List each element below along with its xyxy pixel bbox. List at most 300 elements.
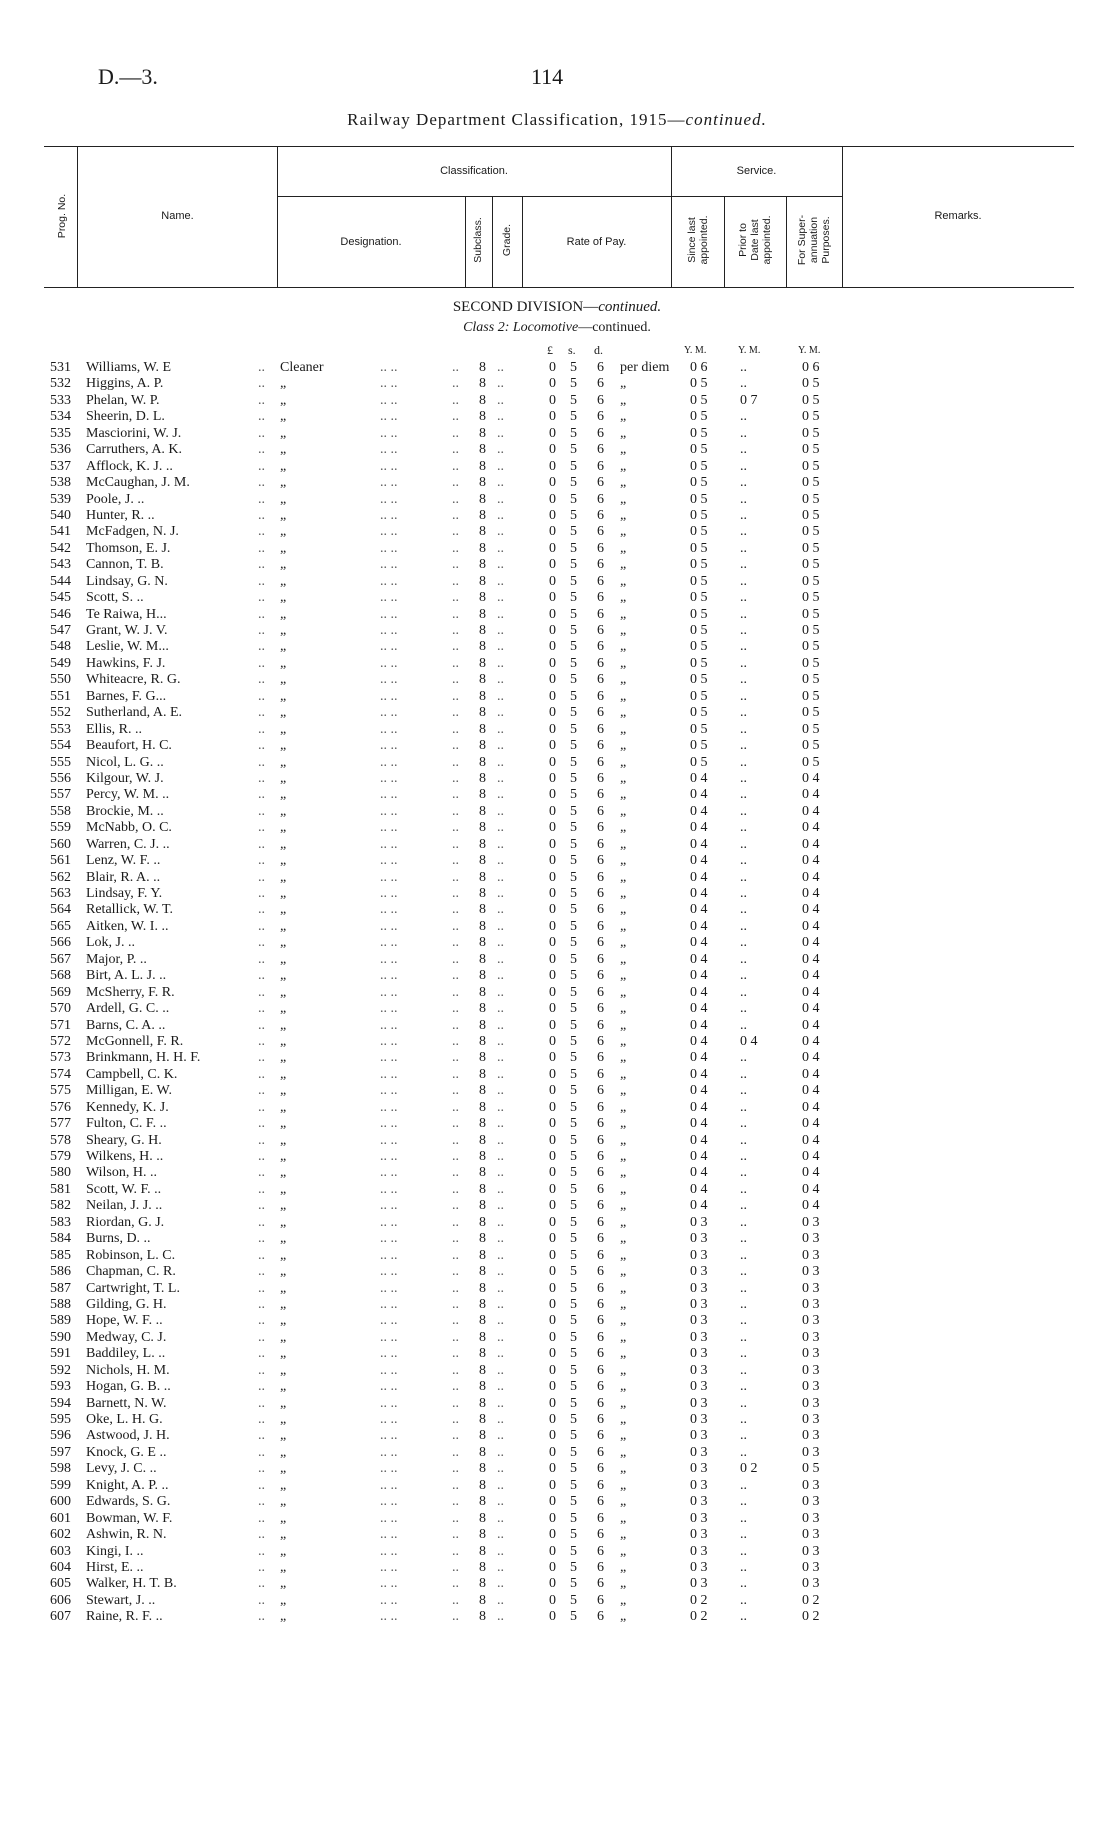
name-cell: Astwood, J. H.: [86, 1428, 170, 1444]
leader-dots: .. ..: [380, 1395, 398, 1411]
since-last-cell: 0 5: [690, 623, 708, 638]
name-cell: Barnes, F. G...: [86, 688, 167, 704]
leader-dots: ..: [497, 1001, 504, 1017]
pay-period-cell: „: [620, 1412, 627, 1427]
designation-cell: „: [280, 392, 287, 408]
header-bottom-rule: [44, 287, 1074, 288]
leader-dots: .. ..: [380, 1149, 398, 1164]
pence-cell: 6: [597, 803, 604, 819]
prior-to-cell: ..: [740, 1395, 747, 1411]
subclass-cell: 8: [479, 590, 486, 606]
leader-dots: ..: [497, 409, 504, 425]
name-cell: McSherry, F. R.: [86, 984, 175, 1000]
since-last-cell: 0 4: [690, 1149, 708, 1164]
subclass-cell: 8: [479, 524, 486, 540]
prog-no-cell: 533: [50, 392, 71, 408]
prior-to-cell: ..: [740, 951, 747, 967]
prior-to-cell: ..: [740, 1132, 747, 1148]
since-last-cell: 0 4: [690, 853, 708, 869]
name-cell: Knock, G. E ..: [86, 1444, 167, 1460]
prog-no-cell: 558: [50, 803, 71, 819]
prog-no-cell: 567: [50, 951, 71, 967]
since-last-cell: 0 4: [690, 1116, 708, 1132]
name-cell: McFadgen, N. J.: [86, 524, 179, 540]
prior-to-cell: ..: [740, 984, 747, 1000]
table-row: [0, 1478, 1114, 1494]
pence-cell: 6: [597, 968, 604, 984]
name-cell: Fulton, C. F. ..: [86, 1116, 167, 1132]
leader-dots: ..: [497, 1296, 504, 1312]
name-cell: Barns, C. A. ..: [86, 1017, 166, 1033]
subclass-cell: 8: [479, 1247, 486, 1263]
prior-to-cell: ..: [740, 1346, 747, 1362]
prior-to-cell: ..: [740, 442, 747, 458]
leader-dots: ..: [497, 1099, 504, 1115]
shillings-cell: 5: [570, 984, 577, 1000]
subclass-cell: 8: [479, 1165, 486, 1181]
designation-cell: „: [280, 1527, 287, 1543]
name-cell: Thomson, E. J.: [86, 540, 171, 556]
shillings-cell: 5: [570, 639, 577, 655]
shillings-cell: 5: [570, 491, 577, 507]
prog-no-cell: 570: [50, 1001, 71, 1017]
table-row: [0, 1445, 1114, 1461]
pounds-cell: 0: [549, 409, 556, 425]
leader-dots: ..: [258, 458, 265, 474]
pounds-cell: 0: [549, 475, 556, 491]
pence-cell: 6: [597, 935, 604, 951]
section-subtitle: [0, 320, 1114, 336]
subclass-cell: 8: [479, 425, 486, 441]
leader-dots: ..: [258, 1214, 265, 1230]
leader-dots: .. ..: [380, 836, 398, 852]
pence-cell: 6: [597, 1428, 604, 1444]
superannuation-cell: 0 5: [802, 738, 820, 754]
superannuation-cell: 0 3: [802, 1543, 820, 1559]
leader-dots: ..: [452, 1247, 459, 1263]
leader-dots: ..: [258, 1264, 265, 1280]
name-cell: Ellis, R. ..: [86, 721, 143, 737]
leader-dots: ..: [452, 1181, 459, 1197]
subclass-cell: 8: [479, 1609, 486, 1625]
pence-cell: 6: [597, 770, 604, 786]
pay-period-cell: „: [620, 935, 627, 951]
prog-no-cell: 595: [50, 1412, 71, 1427]
pounds-cell: 0: [549, 1033, 556, 1049]
prog-no-cell: 547: [50, 623, 71, 638]
subclass-cell: 8: [479, 1379, 486, 1395]
shillings-cell: 5: [570, 1280, 577, 1296]
section-title-italic: continued.: [598, 299, 662, 315]
leader-dots: ..: [452, 1444, 459, 1460]
leader-dots: ..: [452, 1461, 459, 1477]
prog-no-cell: 603: [50, 1543, 71, 1559]
superannuation-cell: 0 5: [802, 721, 820, 737]
prog-no-cell: 607: [50, 1609, 71, 1625]
leader-dots: ..: [497, 491, 504, 507]
leader-dots: .. ..: [380, 1379, 398, 1395]
prog-no-cell: 587: [50, 1280, 71, 1296]
leader-dots: ..: [258, 1099, 265, 1115]
since-last-cell: 0 3: [690, 1444, 708, 1460]
document-reference: D.—3.: [98, 64, 158, 89]
leader-dots: ..: [258, 1181, 265, 1197]
designation-cell: „: [280, 754, 287, 770]
since-last-cell: 0 3: [690, 1494, 708, 1510]
pay-period-cell: „: [620, 820, 627, 836]
shillings-cell: 5: [570, 590, 577, 606]
shillings-cell: 5: [570, 475, 577, 491]
superannuation-cell: 0 3: [802, 1559, 820, 1575]
leader-dots: ..: [258, 360, 265, 375]
leader-dots: ..: [497, 1444, 504, 1460]
designation-cell: „: [280, 409, 287, 425]
leader-dots: ..: [452, 738, 459, 754]
leader-dots: ..: [452, 1132, 459, 1148]
leader-dots: ..: [452, 376, 459, 392]
header-name: Name.: [161, 210, 194, 222]
superannuation-cell: 0 3: [802, 1214, 820, 1230]
subclass-cell: 8: [479, 1001, 486, 1017]
pounds-cell: 0: [549, 1412, 556, 1427]
pay-period-cell: „: [620, 1313, 627, 1329]
shillings-cell: 5: [570, 1231, 577, 1247]
since-last-cell: 0 3: [690, 1510, 708, 1526]
pounds-cell: 0: [549, 507, 556, 523]
table-row: [0, 541, 1114, 557]
shillings-cell: 5: [570, 409, 577, 425]
prog-no-cell: 535: [50, 425, 71, 441]
pounds-cell: 0: [549, 1231, 556, 1247]
table-row: [0, 1001, 1114, 1017]
leader-dots: ..: [452, 360, 459, 375]
since-last-cell: 0 5: [690, 475, 708, 491]
table-row: [0, 1544, 1114, 1560]
pay-period-cell: „: [620, 1592, 627, 1608]
designation-cell: „: [280, 557, 287, 573]
prog-no-cell: 574: [50, 1066, 71, 1082]
shillings-cell: 5: [570, 1379, 577, 1395]
pay-period-cell: per diem: [620, 360, 670, 375]
leader-dots: .. ..: [380, 787, 398, 803]
pence-cell: 6: [597, 1543, 604, 1559]
prior-to-cell: ..: [740, 705, 747, 721]
leader-dots: .. ..: [380, 1527, 398, 1543]
name-cell: Scott, W. F. ..: [86, 1181, 162, 1197]
prog-no-cell: 546: [50, 606, 71, 622]
prior-to-cell: ..: [740, 820, 747, 836]
pounds-cell: 0: [549, 376, 556, 392]
pence-cell: 6: [597, 1099, 604, 1115]
table-row: [0, 409, 1114, 425]
shillings-cell: 5: [570, 360, 577, 375]
superannuation-cell: 0 3: [802, 1247, 820, 1263]
name-cell: Wilkens, H. ..: [86, 1149, 164, 1164]
subclass-cell: 8: [479, 409, 486, 425]
pounds-cell: 0: [549, 836, 556, 852]
prior-to-cell: ..: [740, 360, 747, 375]
designation-cell: „: [280, 1296, 287, 1312]
name-cell: Cannon, T. B.: [86, 557, 164, 573]
prior-to-cell: ..: [740, 557, 747, 573]
name-cell: McNabb, O. C.: [86, 820, 172, 836]
pay-period-cell: „: [620, 540, 627, 556]
name-cell: McCaughan, J. M.: [86, 475, 190, 491]
superannuation-cell: 0 5: [802, 573, 820, 589]
prog-no-cell: 583: [50, 1214, 71, 1230]
leader-dots: ..: [452, 1050, 459, 1066]
leader-dots: ..: [497, 1576, 504, 1592]
leader-dots: ..: [258, 1329, 265, 1345]
subclass-cell: 8: [479, 1296, 486, 1312]
superannuation-cell: 0 5: [802, 606, 820, 622]
since-last-cell: 0 4: [690, 1033, 708, 1049]
pence-cell: 6: [597, 1379, 604, 1395]
table-row: [0, 820, 1114, 836]
shillings-cell: 5: [570, 672, 577, 688]
pence-cell: 6: [597, 1395, 604, 1411]
pounds-cell: 0: [549, 984, 556, 1000]
subclass-cell: 8: [479, 540, 486, 556]
pence-cell: 6: [597, 1329, 604, 1345]
shillings-cell: 5: [570, 1494, 577, 1510]
leader-dots: .. ..: [380, 1033, 398, 1049]
prog-no-cell: 563: [50, 886, 71, 901]
leader-dots: ..: [258, 984, 265, 1000]
subclass-cell: 8: [479, 1050, 486, 1066]
prog-no-cell: 554: [50, 738, 71, 754]
leader-dots: ..: [452, 409, 459, 425]
name-cell: Medway, C. J.: [86, 1329, 167, 1345]
name-cell: Campbell, C. K.: [86, 1066, 178, 1082]
table-row: [0, 557, 1114, 573]
subclass-cell: 8: [479, 1132, 486, 1148]
subclass-cell: 8: [479, 507, 486, 523]
pence-cell: 6: [597, 918, 604, 934]
pay-period-cell: „: [620, 1494, 627, 1510]
superannuation-cell: 0 4: [802, 853, 820, 869]
leader-dots: ..: [452, 1609, 459, 1625]
designation-cell: „: [280, 1346, 287, 1362]
designation-cell: „: [280, 984, 287, 1000]
leader-dots: ..: [452, 984, 459, 1000]
leader-dots: .. ..: [380, 1198, 398, 1214]
shillings-cell: 5: [570, 787, 577, 803]
subclass-cell: 8: [479, 1412, 486, 1427]
pay-period-cell: „: [620, 1083, 627, 1099]
designation-cell: „: [280, 507, 287, 523]
pounds-cell: 0: [549, 1592, 556, 1608]
superannuation-cell: 0 5: [802, 475, 820, 491]
pence-cell: 6: [597, 902, 604, 918]
leader-dots: ..: [258, 1412, 265, 1427]
pence-cell: 6: [597, 458, 604, 474]
designation-cell: „: [280, 770, 287, 786]
name-cell: Kingi, I. ..: [86, 1543, 144, 1559]
superannuation-cell: 0 4: [802, 820, 820, 836]
pounds-cell: 0: [549, 540, 556, 556]
since-last-cell: 0 4: [690, 1198, 708, 1214]
leader-dots: ..: [258, 557, 265, 573]
name-cell: Chapman, C. R.: [86, 1264, 176, 1280]
leader-dots: ..: [258, 1461, 265, 1477]
header-service: Service.: [736, 165, 777, 177]
pence-cell: 6: [597, 754, 604, 770]
leader-dots: ..: [258, 1527, 265, 1543]
table-row: [0, 1264, 1114, 1280]
name-cell: Riordan, G. J.: [86, 1214, 165, 1230]
name-cell: Scott, S. ..: [86, 590, 144, 606]
leader-dots: .. ..: [380, 458, 398, 474]
leader-dots: ..: [258, 540, 265, 556]
superannuation-cell: 0 5: [802, 623, 820, 638]
since-last-cell: 0 3: [690, 1264, 708, 1280]
designation-cell: „: [280, 1313, 287, 1329]
name-cell: Te Raiwa, H...: [86, 606, 167, 622]
pence-cell: 6: [597, 392, 604, 408]
name-cell: Afflock, K. J. ..: [86, 458, 173, 474]
shillings-cell: 5: [570, 1132, 577, 1148]
pay-period-cell: „: [620, 655, 627, 671]
leader-dots: .. ..: [380, 639, 398, 655]
subclass-cell: 8: [479, 1395, 486, 1411]
superannuation-cell: 0 3: [802, 1510, 820, 1526]
name-cell: Burns, D. ..: [86, 1231, 151, 1247]
name-cell: Leslie, W. M...: [86, 639, 169, 655]
subclass-cell: 8: [479, 1444, 486, 1460]
prog-no-cell: 581: [50, 1181, 71, 1197]
prior-to-cell: ..: [740, 1576, 747, 1592]
leader-dots: .. ..: [380, 590, 398, 606]
table-row: [0, 623, 1114, 639]
pay-period-cell: „: [620, 1001, 627, 1017]
leader-dots: .. ..: [380, 491, 398, 507]
shillings-cell: 5: [570, 557, 577, 573]
leader-dots: ..: [258, 1428, 265, 1444]
shillings-cell: 5: [570, 803, 577, 819]
superannuation-cell: 0 4: [802, 1181, 820, 1197]
subclass-cell: 8: [479, 754, 486, 770]
shillings-cell: 5: [570, 623, 577, 638]
pounds-cell: 0: [549, 1609, 556, 1625]
pence-cell: 6: [597, 1050, 604, 1066]
prior-to-cell: 0 4: [740, 1033, 758, 1049]
leader-dots: ..: [258, 1494, 265, 1510]
pounds-cell: 0: [549, 1280, 556, 1296]
designation-cell: „: [280, 639, 287, 655]
since-last-cell: 0 5: [690, 705, 708, 721]
pounds-cell: 0: [549, 1461, 556, 1477]
pay-period-cell: „: [620, 754, 627, 770]
pence-cell: 6: [597, 1214, 604, 1230]
leader-dots: .. ..: [380, 968, 398, 984]
subclass-cell: 8: [479, 1362, 486, 1378]
table-row: [0, 607, 1114, 623]
leader-dots: ..: [497, 1510, 504, 1526]
pence-cell: 6: [597, 1264, 604, 1280]
shillings-cell: 5: [570, 968, 577, 984]
shillings-cell: 5: [570, 1543, 577, 1559]
unit-prior: Y. M.: [738, 345, 761, 356]
pay-period-cell: „: [620, 442, 627, 458]
leader-dots: ..: [258, 1510, 265, 1526]
superannuation-cell: 0 4: [802, 1149, 820, 1164]
table-row: [0, 1182, 1114, 1198]
prior-to-cell: ..: [740, 787, 747, 803]
leader-dots: .. ..: [380, 1412, 398, 1427]
pounds-cell: 0: [549, 425, 556, 441]
leader-dots: ..: [497, 688, 504, 704]
pay-period-cell: „: [620, 902, 627, 918]
leader-dots: .. ..: [380, 1001, 398, 1017]
leader-dots: .. ..: [380, 606, 398, 622]
since-last-cell: 0 5: [690, 573, 708, 589]
page-number: 114: [531, 64, 564, 89]
prior-to-cell: ..: [740, 902, 747, 918]
pence-cell: 6: [597, 1346, 604, 1362]
leader-dots: .. ..: [380, 803, 398, 819]
prior-to-cell: ..: [740, 721, 747, 737]
pay-period-cell: „: [620, 1444, 627, 1460]
superannuation-cell: 0 4: [802, 886, 820, 901]
subclass-cell: 8: [479, 606, 486, 622]
table-row: [0, 1363, 1114, 1379]
table-row: [0, 393, 1114, 409]
leader-dots: .. ..: [380, 623, 398, 638]
leader-dots: ..: [258, 869, 265, 885]
shillings-cell: 5: [570, 886, 577, 901]
table-row: [0, 459, 1114, 475]
pence-cell: 6: [597, 951, 604, 967]
superannuation-cell: 0 4: [802, 1165, 820, 1181]
leader-dots: ..: [258, 886, 265, 901]
pay-period-cell: „: [620, 1461, 627, 1477]
name-cell: Grant, W. J. V.: [86, 623, 168, 638]
pence-cell: 6: [597, 573, 604, 589]
superannuation-cell: 0 5: [802, 409, 820, 425]
shillings-cell: 5: [570, 1149, 577, 1164]
leader-dots: .. ..: [380, 376, 398, 392]
designation-cell: „: [280, 1576, 287, 1592]
prior-to-cell: ..: [740, 491, 747, 507]
leader-dots: ..: [497, 524, 504, 540]
leader-dots: ..: [258, 721, 265, 737]
superannuation-cell: 0 5: [802, 524, 820, 540]
pence-cell: 6: [597, 1231, 604, 1247]
table-row: [0, 1248, 1114, 1264]
superannuation-cell: 0 2: [802, 1592, 820, 1608]
pay-period-cell: „: [620, 409, 627, 425]
since-last-cell: 0 4: [690, 968, 708, 984]
pay-period-cell: „: [620, 738, 627, 754]
prog-no-cell: 596: [50, 1428, 71, 1444]
leader-dots: .. ..: [380, 1116, 398, 1132]
designation-cell: „: [280, 1050, 287, 1066]
name-cell: Hogan, G. B. ..: [86, 1379, 171, 1395]
pounds-cell: 0: [549, 1477, 556, 1493]
shillings-cell: 5: [570, 1477, 577, 1493]
superannuation-cell: 0 3: [802, 1346, 820, 1362]
pence-cell: 6: [597, 1559, 604, 1575]
pay-period-cell: „: [620, 1576, 627, 1592]
leader-dots: ..: [497, 738, 504, 754]
shillings-cell: 5: [570, 606, 577, 622]
pounds-cell: 0: [549, 1017, 556, 1033]
since-last-cell: 0 3: [690, 1280, 708, 1296]
pence-cell: 6: [597, 1592, 604, 1608]
leader-dots: .. ..: [380, 1477, 398, 1493]
leader-dots: ..: [497, 507, 504, 523]
